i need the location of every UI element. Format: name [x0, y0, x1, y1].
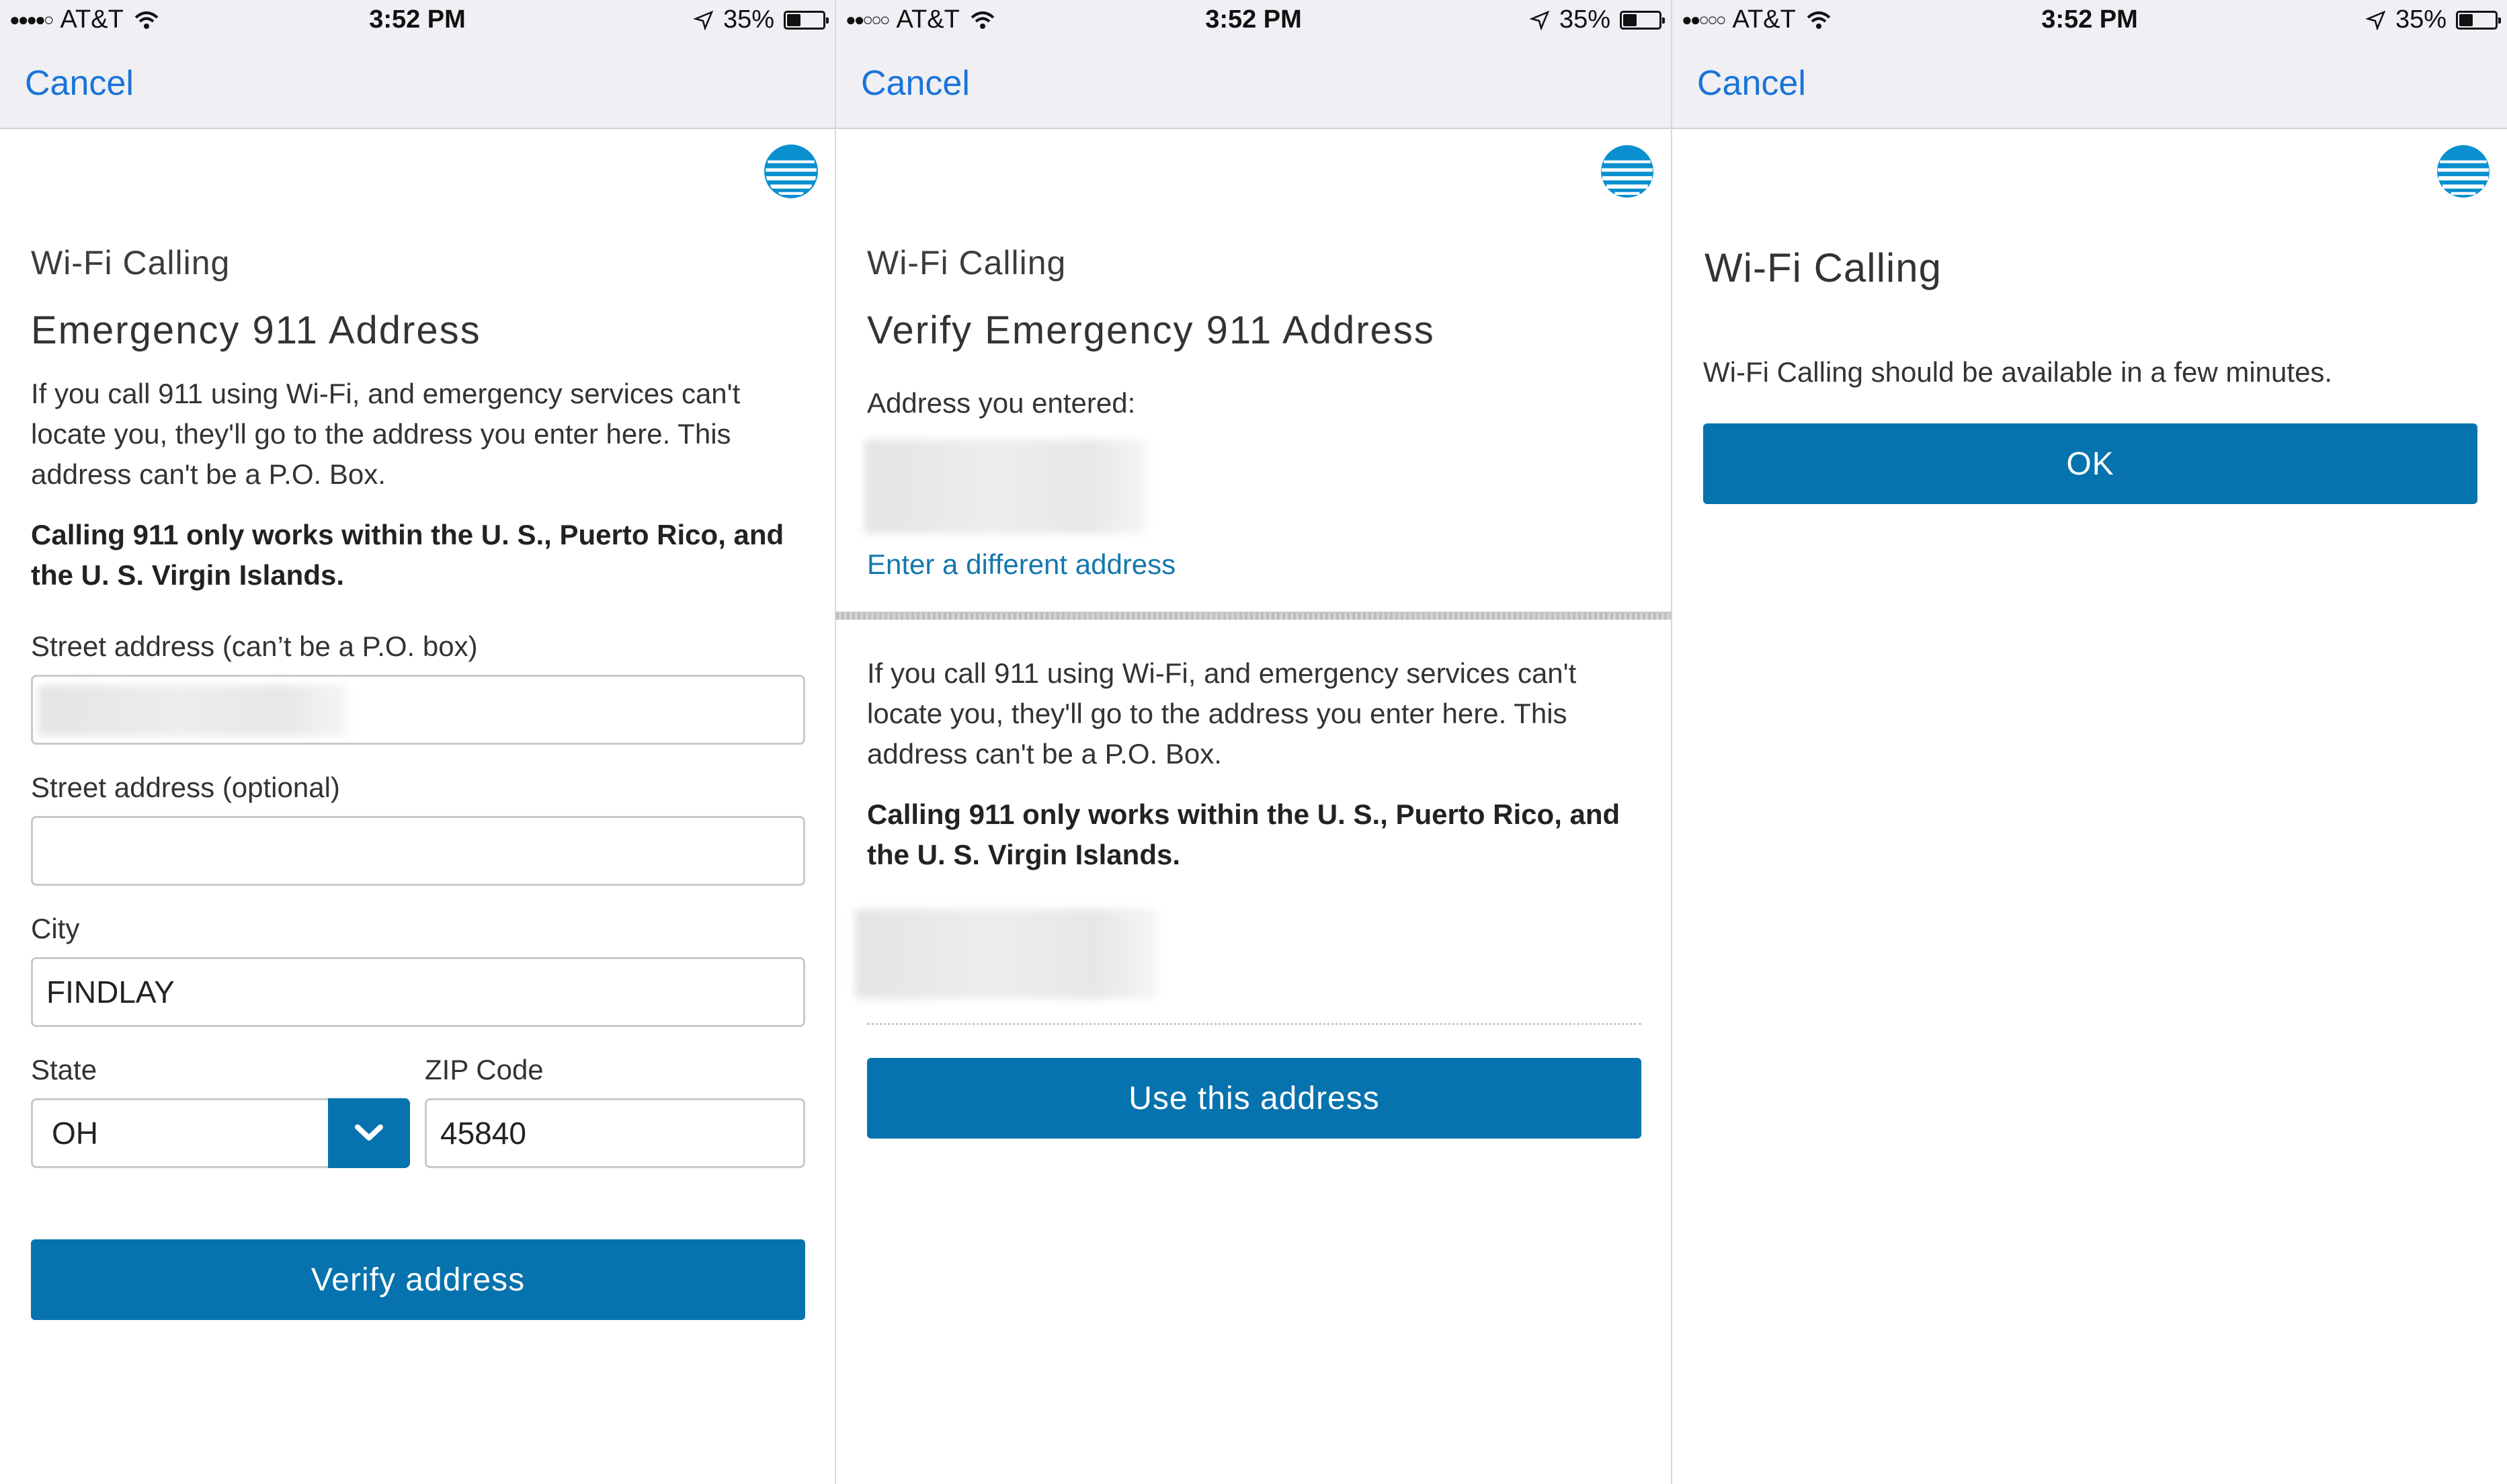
street-address-input[interactable] — [31, 675, 805, 745]
section-title: Wi-Fi Calling — [867, 244, 1067, 282]
signal-strength-icon: ●●○○○ — [846, 9, 889, 30]
redacted-street-address — [38, 685, 347, 736]
redacted-entered-address — [864, 440, 1147, 534]
address-entered-label: Address you entered: — [867, 387, 1136, 419]
clock: 3:52 PM — [2041, 5, 2138, 34]
section-title: Wi-Fi Calling — [1704, 245, 1942, 290]
navigation-bar — [1672, 40, 2507, 129]
city-label: City — [31, 913, 80, 944]
navigation-bar — [0, 40, 835, 129]
carrier-name: AT&T — [1732, 5, 1796, 34]
use-this-address-button[interactable]: Use this address — [867, 1058, 1641, 1139]
carrier-name: AT&T — [896, 5, 960, 34]
zip-code-input[interactable]: 45840 — [425, 1098, 805, 1168]
screen-verify-address — [836, 0, 1671, 1484]
verify-address-button[interactable]: Verify address — [31, 1239, 805, 1320]
page-title: Emergency 911 Address — [31, 308, 481, 352]
dotted-divider — [867, 1023, 1641, 1025]
zip-code-label: ZIP Code — [425, 1054, 544, 1085]
clock: 3:52 PM — [1205, 5, 1302, 34]
cancel-button[interactable]: Cancel — [25, 64, 134, 103]
signal-strength-icon: ●●●●○ — [9, 9, 52, 30]
battery-icon — [1620, 11, 1661, 30]
state-label: State — [31, 1054, 97, 1085]
status-bar — [0, 0, 835, 40]
cancel-button[interactable]: Cancel — [1697, 64, 1806, 103]
page-title: Verify Emergency 911 Address — [867, 308, 1435, 352]
state-select-value: OH — [52, 1116, 98, 1151]
signal-strength-icon: ●●○○○ — [1682, 9, 1725, 30]
location-arrow-icon — [1530, 10, 1550, 30]
location-arrow-icon — [2366, 10, 2386, 30]
status-bar — [1672, 0, 2507, 40]
state-select[interactable] — [31, 1098, 410, 1168]
redacted-suggested-address[interactable] — [855, 909, 1157, 999]
street-address-2-input[interactable] — [31, 816, 805, 886]
att-globe-logo-icon — [764, 144, 819, 199]
coverage-notice: Calling 911 only works within the U. S., Puerto Rico, and the U. S. Virgin Islands. — [31, 519, 784, 591]
chevron-down-icon[interactable] — [328, 1098, 410, 1168]
navigation-bar — [836, 40, 1671, 129]
intro-text: If you call 911 using Wi-Fi, and emergency services can't locate you, they'll go to the address you enter here. This address can't be a P.O. Box. — [867, 657, 1577, 770]
ok-button[interactable]: OK — [1703, 423, 2477, 504]
enter-different-address-link[interactable]: Enter a different address — [867, 548, 1176, 580]
battery-icon — [784, 11, 825, 30]
intro-text: If you call 911 using Wi-Fi, and emergency services can't locate you, they'll go to the address you enter here. This address can't be a P.O. Box. — [31, 378, 741, 490]
confirmation-message: Wi-Fi Calling should be available in a few minutes. — [1703, 356, 2333, 388]
section-title: Wi-Fi Calling — [31, 244, 231, 282]
city-input[interactable]: FINDLAY — [31, 957, 805, 1027]
att-globe-logo-icon — [1600, 144, 1655, 199]
cancel-button[interactable]: Cancel — [861, 64, 970, 103]
coverage-notice: Calling 911 only works within the U. S., Puerto Rico, and the U. S. Virgin Islands. — [867, 798, 1620, 870]
status-bar — [836, 0, 1671, 40]
location-arrow-icon — [694, 10, 714, 30]
battery-icon — [2456, 11, 2498, 30]
clock: 3:52 PM — [369, 5, 466, 34]
att-globe-logo-icon — [2436, 144, 2491, 199]
battery-percent: 35% — [2395, 5, 2447, 34]
battery-percent: 35% — [723, 5, 774, 34]
street-address-label: Street address (can’t be a P.O. box) — [31, 630, 478, 662]
battery-percent: 35% — [1559, 5, 1610, 34]
section-separator — [836, 612, 1671, 620]
screen-confirmation — [1672, 0, 2507, 1484]
carrier-name: AT&T — [60, 5, 124, 34]
screen-emergency-address — [0, 0, 835, 1484]
street-address-2-label: Street address (optional) — [31, 772, 340, 803]
